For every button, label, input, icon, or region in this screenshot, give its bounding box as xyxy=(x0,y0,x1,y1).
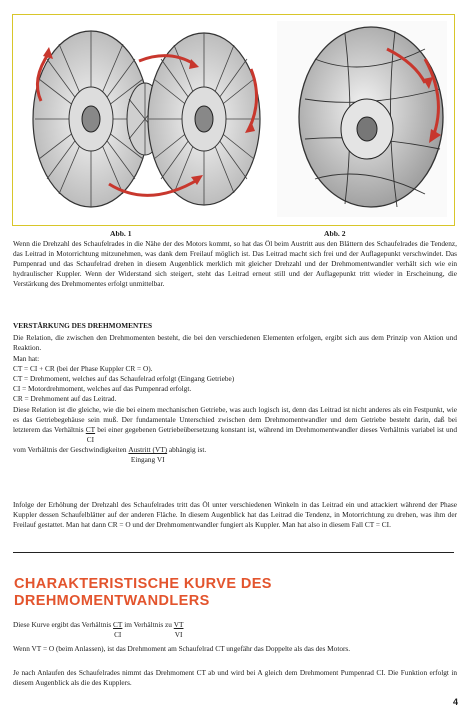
figure-2-caption: Abb. 2 xyxy=(324,229,346,238)
ratio-ct-ci xyxy=(86,425,95,445)
definition-row: CT = Drehmoment, welches auf das Schaufelrad erfolgt (Eingang Getriebe) xyxy=(13,374,235,384)
ratio-ct-ci-2 xyxy=(113,620,122,640)
page-number: 4 xyxy=(452,697,458,707)
ratio-speed-numerator: Austritt (VT) xyxy=(128,445,168,455)
figure-frame xyxy=(12,14,455,226)
ratio-vt-vi xyxy=(174,620,184,640)
definition-row: CI = Motordrehmoment, welches auf das Pumpenrad erfolgt. xyxy=(13,384,192,394)
definition-row: CR = Drehmoment auf das Leitrad. xyxy=(13,394,117,404)
paragraph-4: Infolge der Erhöhung der Drehzahl des Schaufelrades tritt das Öl unter verschiedenen Winkeln in das Leitrad ein und attackiert während der Phase Kuppler dessen Schaufelblätter auf der anderen Fläche. In diesem Augenblick hat das Leitrad die Tendenz, in Motorrichtung zu drehen, was ihm der Freilauf gestattet. Man hat dann CR = O und der Drehmomentwandler fungiert als Kuppler. Man hat also in diesem Fall CT = CI. xyxy=(13,500,457,530)
section-heading-torque: VERSTÄRKUNG DES DREHMOMENTES xyxy=(13,321,153,330)
definition-row: CT = CI + CR (bei der Phase Kuppler CR = O). xyxy=(13,364,153,374)
torque-converter-illustration xyxy=(19,19,271,219)
section-heading-curve xyxy=(14,576,454,610)
definitions-block xyxy=(13,354,457,404)
paragraph-6: Wenn VT = O (beim Anlassen), ist das Drehmoment am Schaufelrad CT ungefähr das Doppelte als das des Motors. xyxy=(13,644,351,653)
paragraph-2: Die Relation, die zwischen den Drehmomenten besteht, die bei den verschiedenen Elementen erfolgen, ergibt sich aus dem Prinzip von Aktion und Reaktion. xyxy=(13,333,457,353)
paragraph-7: Je nach Anlaufen des Schaufelrades nimmt das Drehmoment CT ab und wird bei A gleich dem Drehmoment Pumpenrad CI. Die Funktion erfolgt in diesem Augenblick als die des Kupplers. xyxy=(13,668,457,688)
ratio-denominator: CI xyxy=(86,435,95,445)
ratio-speed xyxy=(128,445,167,465)
paragraph-3b: einer gegebenen Getriebeübersetzung konstant ist, während im Drehmomentwandler dieses Verhältnis variabel ist und vom Verhältnis der Geschwindigkeiten xyxy=(13,425,457,455)
ratio-numerator: CT xyxy=(85,425,96,435)
paragraph-5a: Diese Kurve ergibt das Verhältnis xyxy=(13,620,112,629)
heading-line-2: DREHMOMENTWANDLERS xyxy=(14,593,210,609)
ratio-denominator: CI xyxy=(114,630,122,639)
ratio-numerator: CT xyxy=(113,620,123,629)
paragraph-5 xyxy=(13,620,457,640)
man-hat-label: Man hat: xyxy=(13,354,40,363)
turbine-cutaway-illustration xyxy=(275,19,449,219)
paragraph-3c: abhängig ist. xyxy=(168,445,207,455)
paragraph-3 xyxy=(13,405,457,465)
ratio-speed-denominator: Eingang VI xyxy=(130,455,165,465)
ratio-numerator: VT xyxy=(173,620,184,629)
word-bei: bei xyxy=(97,425,107,435)
heading-line-1: CHARAKTERISTISCHE KURVE DES xyxy=(14,576,272,592)
section-divider xyxy=(13,552,454,553)
figure-1-caption: Abb. 1 xyxy=(110,229,132,238)
paragraph-5b: im Verhältnis zu xyxy=(124,620,172,629)
paragraph-1: Wenn die Drehzahl des Schaufelrades in die Nähe der des Motors kommt, so hat das Öl beim Austritt aus den Blättern des Schaufelrades die Tendenz, das Leitrad in Motorrichtung mitzunehmen, was dank dem Freilauf möglich ist. Das Leitrad macht sich frei und der Auflagepunkt verschwindet. Das Pumpenrad und das Schaufelrad drehen in diesem Augenblick merklich mit gleicher Drehzahl und der Drehmomentwandler verhält sich wie ein hydraulischer Kuppler. Wenn der Widerstand sich steigert, steht das Leitrad erneut still und der Auflagepunkt tritt wieder in Erscheinung, die Verstärkung des Drehmomentes erfolgt unmittelbar. xyxy=(13,239,457,289)
paragraph-3a: Diese Relation ist die gleiche, wie die bei einem mechanischen Getriebe, was auch logisch ist, denn das Leitrad ist nicht anderes als ein Festpunkt, wie es das Getriebegehäuse sein muß. Der fundamentale Unterschied zwischen dem Drehmomentwandler und dem Getriebe besteht darin, daß bei letzterem das Verhältnis xyxy=(13,405,457,435)
ratio-denominator: VI xyxy=(174,630,183,639)
